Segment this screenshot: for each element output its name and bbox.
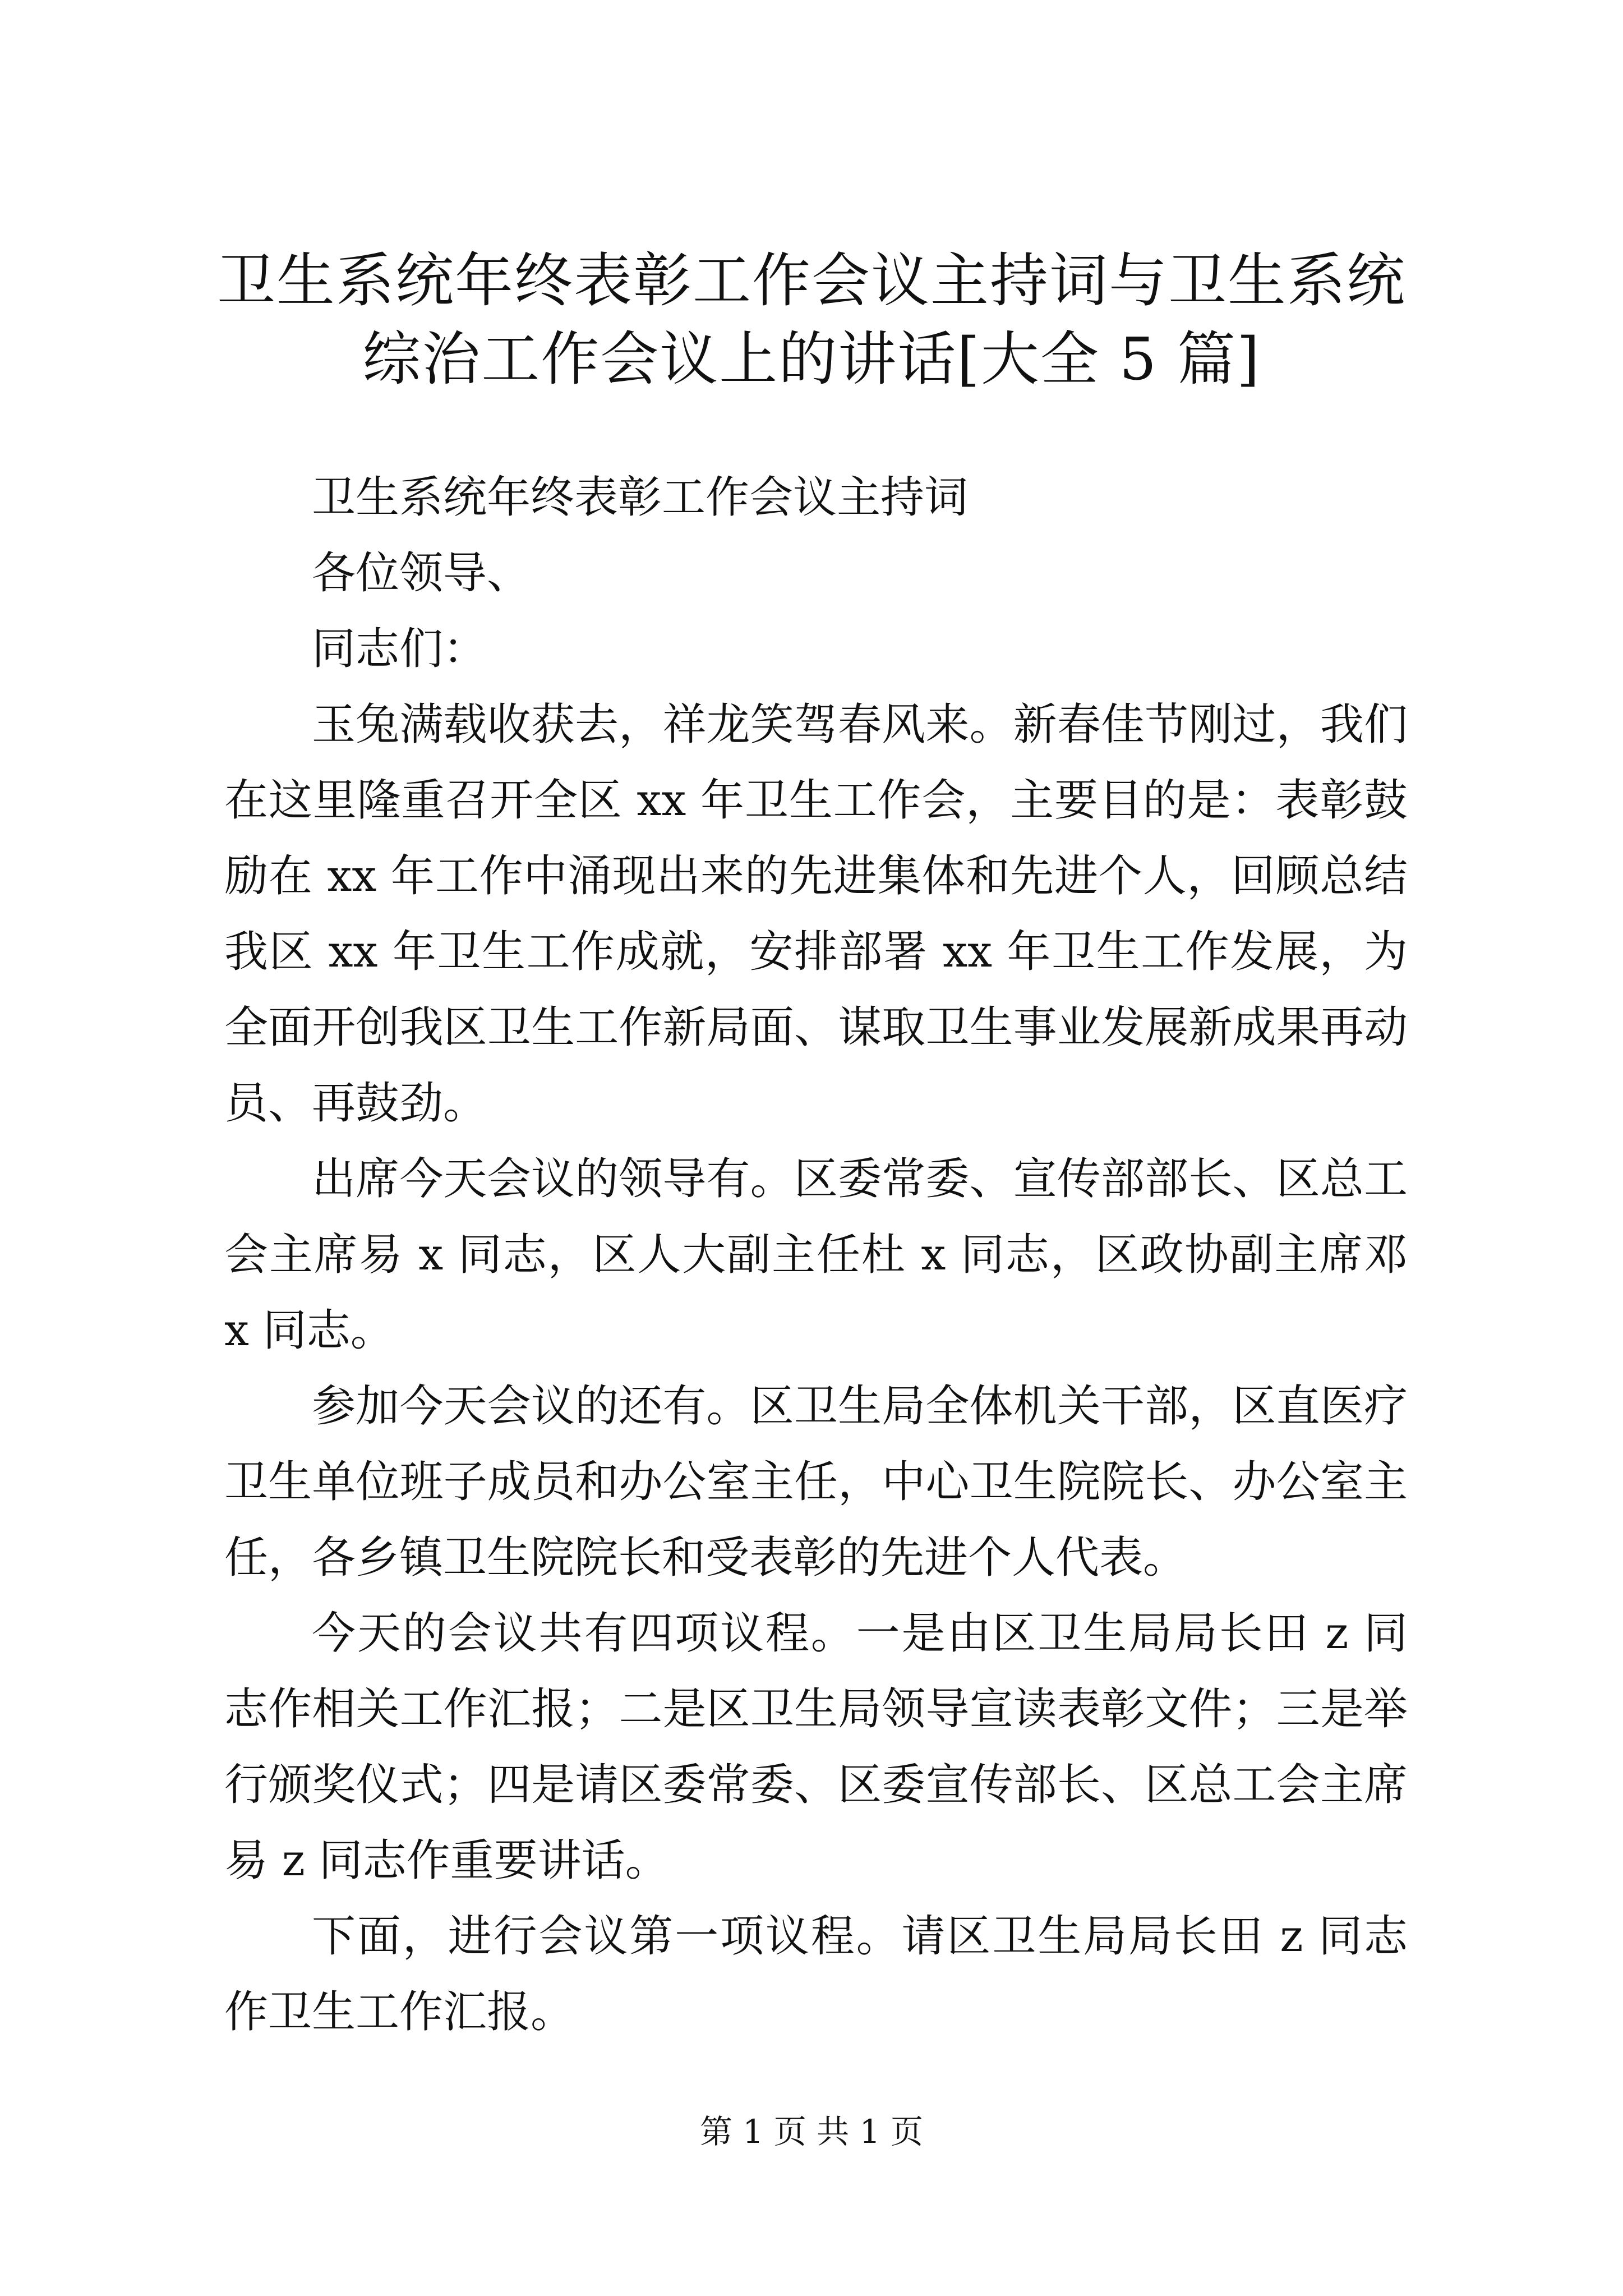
paragraph-subtitle: 卫生系统年终表彰工作会议主持词 xyxy=(312,472,969,523)
paragraph-salutation-comrades: 同志们： xyxy=(312,624,487,674)
document-body xyxy=(224,460,1408,2050)
paragraph-salutation-leaders: 各位领导、 xyxy=(312,548,531,599)
paragraph-first-item: 下面，进行会议第一项议程。请区卫生局局长田 z 同志作卫生工作汇报。 xyxy=(224,1911,1408,2037)
document-title xyxy=(168,241,1455,398)
paragraph-agenda: 今天的会议共有四项议程。一是由区卫生局局长田 z 同志作相关工作汇报；二是区卫生局领导宣读表彰文件；三是举行颁奖仪式；四是请区委常委、区委宣传部长、区总工会主席易 z 同志作重要讲话。 xyxy=(224,1608,1408,1886)
paragraph-opening: 玉兔满载收获去，祥龙笑驾春风来。新春佳节刚过，我们在这里隆重召开全区 xx 年卫生工作会，主要目的是：表彰鼓励在 xx 年工作中涌现出来的先进集体和先进个人，回顾总结我区 xx 年卫生工作成就，安排部署 xx 年卫生工作发展，为全面开创我区卫生工作新局面、谋取卫生事业发展新成果再动员、再鼓劲。 xyxy=(224,700,1408,1129)
paragraph-attending-leaders: 出席今天会议的领导有。区委常委、宣传部部长、区总工会主席易 x 同志，区人大副主任杜 x 同志，区政协副主席邓 x 同志。 xyxy=(224,1154,1408,1356)
paragraph-participants: 参加今天会议的还有。区卫生局全体机关干部，区直医疗卫生单位班子成员和办公室主任，中心卫生院院长、办公室主任，各乡镇卫生院院长和受表彰的先进个人代表。 xyxy=(224,1381,1408,1583)
title-line-1: 卫生系统年终表彰工作会议主持词与卫生系统 xyxy=(216,246,1406,315)
page-footer: 第 1 页 共 1 页 xyxy=(700,2113,923,2151)
title-line-2: 综治工作会议上的讲话[大全 5 篇] xyxy=(362,325,1261,393)
